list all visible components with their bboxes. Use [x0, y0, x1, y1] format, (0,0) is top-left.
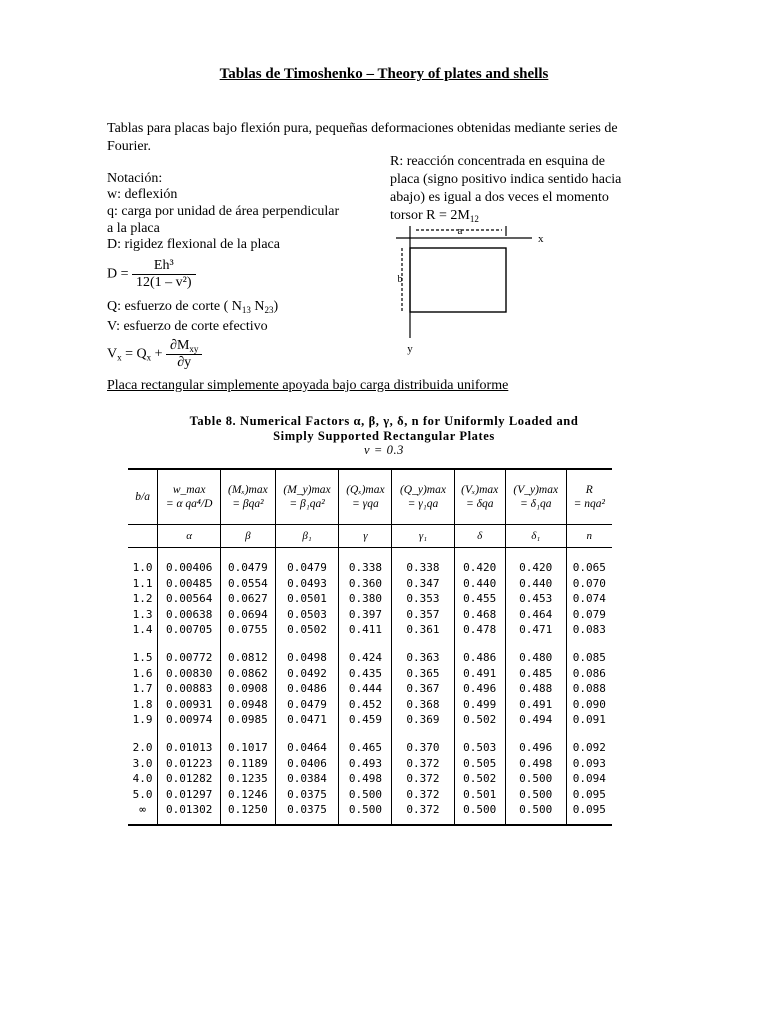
- table-symbol-cell: γ: [339, 525, 392, 548]
- table-cell: 0.0375: [275, 787, 339, 803]
- table-cell: 0.086: [566, 666, 612, 682]
- table-cell: 0.0503: [275, 607, 339, 623]
- table-cell: 0.500: [454, 802, 505, 818]
- table-cell: 0.0502: [275, 622, 339, 638]
- table-symbol-row: [128, 525, 612, 548]
- table-cell: 0.01297: [158, 787, 221, 803]
- reaction-description: R: reacción concentrada en esquina de placa (signo positivo indica sentido hacia abajo) es igual a dos veces el momento torsor $R = 2M_{12}$: [390, 154, 622, 224]
- table-row: [128, 681, 612, 697]
- table-cell: 0.095: [566, 802, 612, 818]
- table-header-bottom: = β₁qa²: [289, 498, 325, 510]
- table-cell: 0.01013: [158, 740, 221, 756]
- table-header-bottom: = γqa: [352, 498, 379, 510]
- table-cell: 0.440: [454, 576, 505, 592]
- table-cell: 1.9: [132, 713, 153, 727]
- table-cell: 0.0479: [221, 560, 276, 576]
- notation-Q: Q: esfuerzo de corte ( $N_{13}$ $N_{23}$): [107, 299, 279, 315]
- table-header-cell: [128, 469, 158, 525]
- table-cell: 0.0406: [275, 756, 339, 772]
- table-header-top: (V_y)max: [513, 484, 559, 496]
- table-cell: 0.0908: [221, 681, 276, 697]
- table-cell: 0.440: [505, 576, 566, 592]
- table-header-cell: [158, 469, 221, 525]
- table-cell: 0.496: [454, 681, 505, 697]
- notation-q-line1: q: carga por unidad de área perpendicular: [107, 204, 340, 219]
- table-cell: 0.070: [566, 576, 612, 592]
- table-cell: 0.347: [392, 576, 454, 592]
- table-cell: 0.083: [566, 622, 612, 638]
- table-cell: 0.00485: [158, 576, 221, 592]
- table-header-top: R: [585, 484, 593, 496]
- plate-rectangle: [410, 248, 506, 312]
- D-formula-lhs: D =: [107, 266, 129, 282]
- table-cell: 0.452: [339, 697, 392, 713]
- table-header-bottom: = δ₁qa: [519, 498, 552, 510]
- table-cell: 0.424: [339, 650, 392, 666]
- table-cell: 0.372: [392, 771, 454, 787]
- table-cell: 1.2: [132, 592, 153, 606]
- table-header-cell: [339, 469, 392, 525]
- table-cell: 0.00406: [158, 560, 221, 576]
- table-header-cell: [392, 469, 454, 525]
- table-cell: 0.0948: [221, 697, 276, 713]
- table-cell: 0.372: [392, 787, 454, 803]
- table-cell: 0.0479: [275, 560, 339, 576]
- table-cell: 0.500: [339, 802, 392, 818]
- table-cell: 0.0471: [275, 712, 339, 728]
- table-cell: 0.411: [339, 622, 392, 638]
- section-heading: Placa rectangular simplemente apoyada bajo carga distribuida uniforme: [107, 378, 509, 393]
- table-row: [128, 607, 612, 623]
- table-row: [128, 650, 612, 666]
- intro-paragraph: Tablas para placas bajo flexión pura, pequeñas deformaciones obtenidas mediante series de Fourier.: [107, 121, 618, 154]
- D-formula-denominator: 12(1 – v²): [132, 274, 196, 291]
- table-cell: 0.1246: [221, 787, 276, 803]
- table-cell: 0.491: [505, 697, 566, 713]
- table-cell: 0.1017: [221, 740, 276, 756]
- table-group-gap: [128, 728, 612, 740]
- table-cell: 0.00705: [158, 622, 221, 638]
- table-header-top: w_max: [172, 484, 206, 496]
- table-cell: 0.499: [454, 697, 505, 713]
- table-cell: 0.0554: [221, 576, 276, 592]
- table-cell: 0.0694: [221, 607, 276, 623]
- table-caption-line3: ν = 0.3: [363, 443, 405, 457]
- b-label: b: [397, 274, 403, 285]
- table-cell: 0.493: [339, 756, 392, 772]
- table-cell: 0.00830: [158, 666, 221, 682]
- table-header-top: (Qₓ)max: [346, 484, 385, 496]
- table-cell: 0.397: [339, 607, 392, 623]
- table-cell: 0.498: [505, 756, 566, 772]
- table-cell: 0.478: [454, 622, 505, 638]
- table-cell: 0.088: [566, 681, 612, 697]
- table-cell: 0.459: [339, 712, 392, 728]
- timoshenko-table: [128, 468, 612, 826]
- table-header-bottom: = βqa²: [232, 498, 264, 510]
- table-cell: 0.0812: [221, 650, 276, 666]
- table-cell: 0.0384: [275, 771, 339, 787]
- Vx-formula: $V_x = Q_x$ + $\frac{\partial M_{xy}}{\partial y}$: [107, 338, 202, 371]
- table-header-top: (Q_y)max: [399, 484, 446, 496]
- table-header-row: [128, 469, 612, 525]
- table-header-cell: [454, 469, 505, 525]
- table-header-cell: [221, 469, 276, 525]
- table-cell: 0.367: [392, 681, 454, 697]
- table-group-gap: [128, 548, 612, 561]
- table-cell: 0.0985: [221, 712, 276, 728]
- table-cell: 0.486: [454, 650, 505, 666]
- table-cell: 0.338: [339, 560, 392, 576]
- table-cell: 5.0: [132, 787, 153, 801]
- table-header-cell: [275, 469, 339, 525]
- table-cell: 0.092: [566, 740, 612, 756]
- table-row: [128, 740, 612, 756]
- table-cell: 0.1250: [221, 802, 276, 818]
- table-cell: 0.0498: [275, 650, 339, 666]
- table-row: [128, 756, 612, 772]
- table-row: [128, 591, 612, 607]
- table-cell: 0.00974: [158, 712, 221, 728]
- table-cell: 0.0492: [275, 666, 339, 682]
- table-cell: 0.095: [566, 787, 612, 803]
- table-cell: 0.380: [339, 591, 392, 607]
- table-cell: 0.491: [454, 666, 505, 682]
- table-symbol-cell: β: [221, 525, 276, 548]
- table-cell: 0.444: [339, 681, 392, 697]
- table-cell: 0.085: [566, 650, 612, 666]
- table-caption-line1: Table 8. Numerical Factors α, β, γ, δ, n for Uniformly Loaded and: [189, 414, 579, 428]
- table-cell: 0.01282: [158, 771, 221, 787]
- table-cell: 0.435: [339, 666, 392, 682]
- table-cell: 1.0: [132, 561, 153, 574]
- table-cell: 0.357: [392, 607, 454, 623]
- table-header-bottom: = nqa²: [573, 498, 605, 510]
- table-cell: 0.065: [566, 560, 612, 576]
- notation-V: V: esfuerzo de corte efectivo: [107, 319, 268, 334]
- table-header-bottom: b/a: [135, 491, 150, 503]
- table-cell: 0.500: [505, 802, 566, 818]
- table-cell: 0.363: [392, 650, 454, 666]
- table-header-top: (Vₓ)max: [461, 484, 499, 496]
- table-cell: 0.502: [454, 712, 505, 728]
- table-symbol-cell: n: [566, 525, 612, 548]
- Vx-formula-fraction: $\frac{\partial M_{xy}}{\partial y}$: [166, 338, 202, 371]
- table-cell: 2.0: [132, 740, 153, 754]
- table-symbol-cell: δ: [454, 525, 505, 548]
- table-symbol-cell: [128, 525, 158, 548]
- table-cell: 0.0493: [275, 576, 339, 592]
- table-cell: 1.8: [132, 697, 153, 711]
- table-cell: 0.372: [392, 756, 454, 772]
- table-cell: 0.494: [505, 712, 566, 728]
- D-formula-fraction: [132, 258, 196, 291]
- notation-heading: Notación:: [107, 171, 163, 186]
- table-header-bottom: = γ₁qa: [407, 498, 439, 510]
- table-cell: 0.455: [454, 591, 505, 607]
- table-header-bottom: = α qa⁴/D: [165, 498, 213, 510]
- table-cell: 1.1: [132, 576, 153, 590]
- table-cell: 0.370: [392, 740, 454, 756]
- notation-q-line2: a la placa: [107, 221, 160, 236]
- plate-diagram: [392, 226, 552, 356]
- table-cell: 0.369: [392, 712, 454, 728]
- table-cell: 0.01302: [158, 802, 221, 818]
- table-cell: 0.0862: [221, 666, 276, 682]
- table-cell: 0.361: [392, 622, 454, 638]
- table-header-cell: [566, 469, 612, 525]
- table-cell: 0.420: [505, 560, 566, 576]
- table-cell: 0.353: [392, 591, 454, 607]
- table-cell: 1.6: [132, 666, 153, 680]
- table-cell: 3.0: [132, 756, 153, 770]
- page-title: Tablas de Timoshenko – Theory of plates and shells: [219, 66, 549, 82]
- table-cell: 1.5: [132, 650, 153, 664]
- table-header-top: (M_y)max: [283, 484, 331, 496]
- table-cell: 1.3: [132, 607, 153, 621]
- table-cell: 0.453: [505, 591, 566, 607]
- table-header-top: (Mₓ)max: [228, 484, 268, 496]
- table-symbol-cell: β₁: [275, 525, 339, 548]
- table-cell: 0.360: [339, 576, 392, 592]
- table-cell: 0.468: [454, 607, 505, 623]
- table-cell: 0.500: [339, 787, 392, 803]
- table-cell: 0.00564: [158, 591, 221, 607]
- table-cell: 0.501: [454, 787, 505, 803]
- table-symbol-cell: δ₁: [505, 525, 566, 548]
- D-formula-numerator: Eh³: [153, 258, 174, 273]
- table-cell: 0.074: [566, 591, 612, 607]
- table-cell: 0.0486: [275, 681, 339, 697]
- table-cell: 0.485: [505, 666, 566, 682]
- table-cell: 0.0501: [275, 591, 339, 607]
- table-cell: 0.079: [566, 607, 612, 623]
- table-cell: 0.465: [339, 740, 392, 756]
- table-cell: 0.505: [454, 756, 505, 772]
- table-cell: 0.420: [454, 560, 505, 576]
- table-cell: 0.503: [454, 740, 505, 756]
- table-cell: 0.1189: [221, 756, 276, 772]
- table-cell: 1.4: [132, 623, 153, 637]
- table-cell: 0.0627: [221, 591, 276, 607]
- table-cell: 0.0375: [275, 802, 339, 818]
- table-cell: 0.372: [392, 802, 454, 818]
- table-cell: 0.498: [339, 771, 392, 787]
- table-group-gap: [128, 638, 612, 650]
- table-cell: 0.091: [566, 712, 612, 728]
- y-label: y: [407, 343, 413, 355]
- table-cell: 0.00772: [158, 650, 221, 666]
- table-cell: 0.0479: [275, 697, 339, 713]
- table-cell: 0.496: [505, 740, 566, 756]
- table-caption-line2: Simply Supported Rectangular Plates: [273, 429, 495, 443]
- table-cell: 0.471: [505, 622, 566, 638]
- table-cell: 0.464: [505, 607, 566, 623]
- table-cell: 0.094: [566, 771, 612, 787]
- table-cell: 0.338: [392, 560, 454, 576]
- table-row: [128, 802, 612, 818]
- table-header-bottom: = δqa: [465, 498, 494, 510]
- table-header-cell: [505, 469, 566, 525]
- table-cell: 0.090: [566, 697, 612, 713]
- table-cell: 0.00931: [158, 697, 221, 713]
- table-row: [128, 576, 612, 592]
- notation-w: w: deflexión: [107, 187, 178, 202]
- table-cell: 0.500: [505, 771, 566, 787]
- table-cell: 0.365: [392, 666, 454, 682]
- table-cell: 1.7: [132, 682, 153, 696]
- table-cell: 0.0464: [275, 740, 339, 756]
- a-label: a: [457, 226, 463, 237]
- notation-D: D: rigidez flexional de la placa: [107, 237, 280, 252]
- table-cell: ∞: [139, 803, 146, 817]
- table-cell: 0.480: [505, 650, 566, 666]
- table-cell: 0.1235: [221, 771, 276, 787]
- table-cell: 0.00638: [158, 607, 221, 623]
- x-label: x: [538, 233, 544, 245]
- table-cell: 0.00883: [158, 681, 221, 697]
- table-cell: 0.488: [505, 681, 566, 697]
- table-cell: 0.500: [505, 787, 566, 803]
- table-row: [128, 622, 612, 638]
- table-cell: 0.368: [392, 697, 454, 713]
- table-row: [128, 787, 612, 803]
- table-bottom-rule: [128, 818, 612, 825]
- table-cell: 4.0: [132, 772, 153, 786]
- table-row: [128, 771, 612, 787]
- table-cell: 0.093: [566, 756, 612, 772]
- table-row: [128, 712, 612, 728]
- table-row: [128, 560, 612, 576]
- table-body: [128, 548, 612, 825]
- table-row: [128, 697, 612, 713]
- table-cell: 0.0755: [221, 622, 276, 638]
- table-cell: 0.502: [454, 771, 505, 787]
- table-cell: 0.01223: [158, 756, 221, 772]
- table-symbol-cell: γ₁: [392, 525, 454, 548]
- table-symbol-cell: α: [158, 525, 221, 548]
- D-formula: [107, 258, 196, 291]
- table-row: [128, 666, 612, 682]
